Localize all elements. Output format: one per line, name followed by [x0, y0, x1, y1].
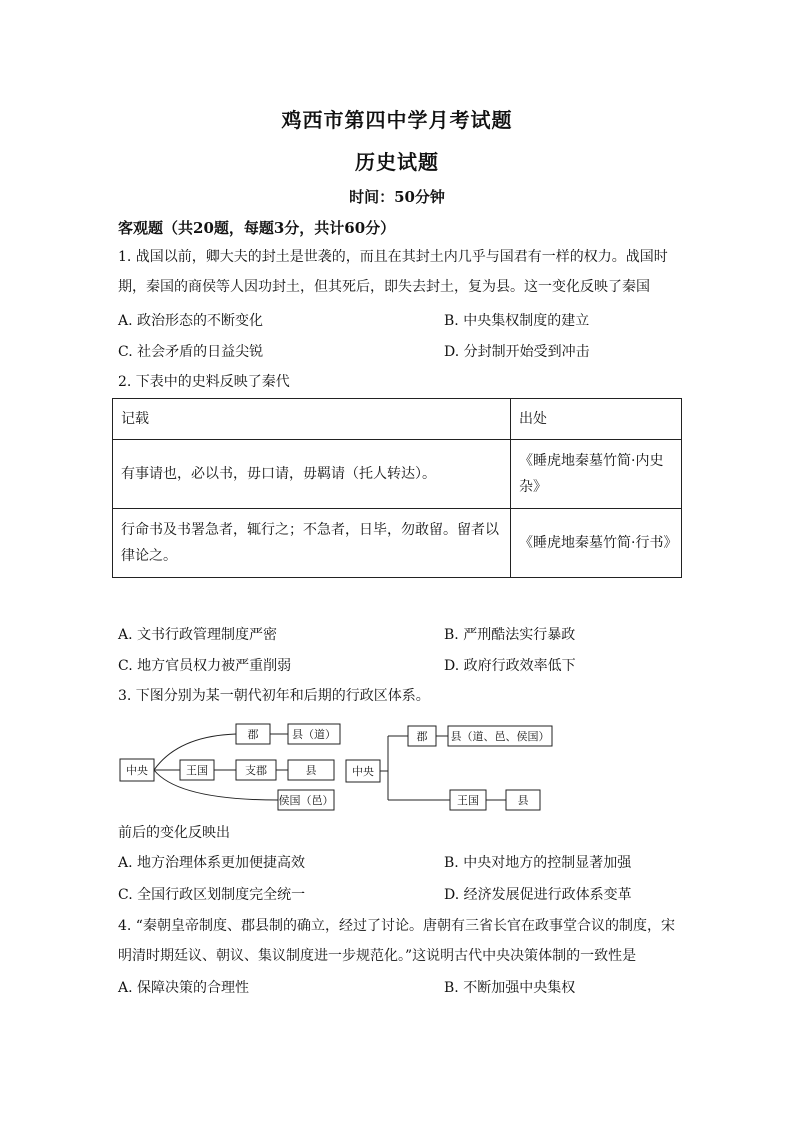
diagram-left-node: 县	[305, 764, 317, 777]
exam-time: 时间：50分钟	[349, 188, 445, 206]
question-3-stem-after: 前后的变化反映出	[118, 825, 230, 841]
question-1-stem: 1. 战国以前，卿大夫的封土是世袭的，而且在其封土内几乎与国君有一样的权力。战国时期，秦国的商侯等人因功封土，但其死后，即失去封土，复为县。这一变化反映了秦国	[118, 249, 668, 295]
table-header-cell: 记载	[113, 399, 511, 440]
question-4-option-b: B. 不断加强中央集权	[444, 980, 576, 996]
question-2-option-c: C. 地方官员权力被严重削弱	[118, 658, 292, 674]
diagram-right-root: 中央	[352, 765, 374, 778]
diagram-right-node: 王国	[457, 794, 479, 807]
table-row	[113, 509, 682, 578]
table-cell: 有事请也，必以书，毋口请，毋羁请（托人转达）。	[113, 440, 511, 509]
school-title: 鸡西市第四中学月考试题	[281, 108, 513, 132]
table-row	[113, 440, 682, 509]
diagram-left-node: 支郡	[245, 764, 267, 777]
table-header-row	[113, 399, 682, 440]
diagram-left-node: 侯国（邑）	[278, 794, 334, 807]
diagram-left-node: 郡	[247, 728, 259, 741]
source-table	[112, 398, 682, 578]
question-1-option-b: B. 中央集权制度的建立	[444, 313, 590, 329]
admin-system-diagram	[118, 718, 558, 814]
table-header-cell: 出处	[511, 399, 682, 440]
diagram-right-node: 县（道、邑、侯国）	[450, 730, 550, 743]
question-2-option-a: A. 文书行政管理制度严密	[118, 627, 278, 643]
table-cell: 《睡虎地秦墓竹简·内史杂》	[511, 440, 682, 509]
question-4-option-a: A. 保障决策的合理性	[118, 980, 250, 996]
diagram-left-node: 县（道）	[292, 728, 336, 741]
diagram-right-node: 县	[517, 794, 529, 807]
question-3-option-a: A. 地方治理体系更加便捷高效	[118, 855, 306, 871]
diagram-left-root: 中央	[126, 764, 148, 777]
question-2-option-d: D. 政府行政效率低下	[444, 658, 576, 674]
question-4-stem: 4. “秦朝皇帝制度、郡县制的确立，经过了讨论。唐朝有三省长官在政事堂合议的制度，宋明清时期廷议、朝议、集议制度进一步规范化。”这说明古代中央决策体制的一致性是	[118, 918, 675, 964]
question-3-option-d: D. 经济发展促进行政体系变革	[444, 887, 632, 903]
diagram-right-node: 郡	[416, 730, 428, 743]
question-1-option-d: D. 分封制开始受到冲击	[444, 344, 590, 360]
question-1-option-c: C. 社会矛盾的日益尖锐	[118, 344, 264, 360]
question-2-stem: 2. 下表中的史料反映了秦代	[118, 374, 290, 390]
question-1-option-a: A. 政治形态的不断变化	[118, 313, 264, 329]
question-3-option-c: C. 全国行政区划制度完全统一	[118, 887, 306, 903]
question-3-option-b: B. 中央对地方的控制显著加强	[444, 855, 632, 871]
table-cell: 行命书及书署急者，辄行之；不急者，日毕，勿敢留。留者以律论之。	[113, 509, 511, 578]
diagram-left-node: 王国	[186, 764, 208, 777]
subject-title: 历史试题	[355, 150, 439, 174]
section-heading: 客观题（共20题，每题3分，共计60分）	[118, 219, 396, 237]
table-cell: 《睡虎地秦墓竹简·行书》	[511, 509, 682, 578]
question-3-stem: 3. 下图分别为某一朝代初年和后期的行政区体系。	[118, 688, 430, 704]
question-2-option-b: B. 严刑酷法实行暴政	[444, 627, 576, 643]
